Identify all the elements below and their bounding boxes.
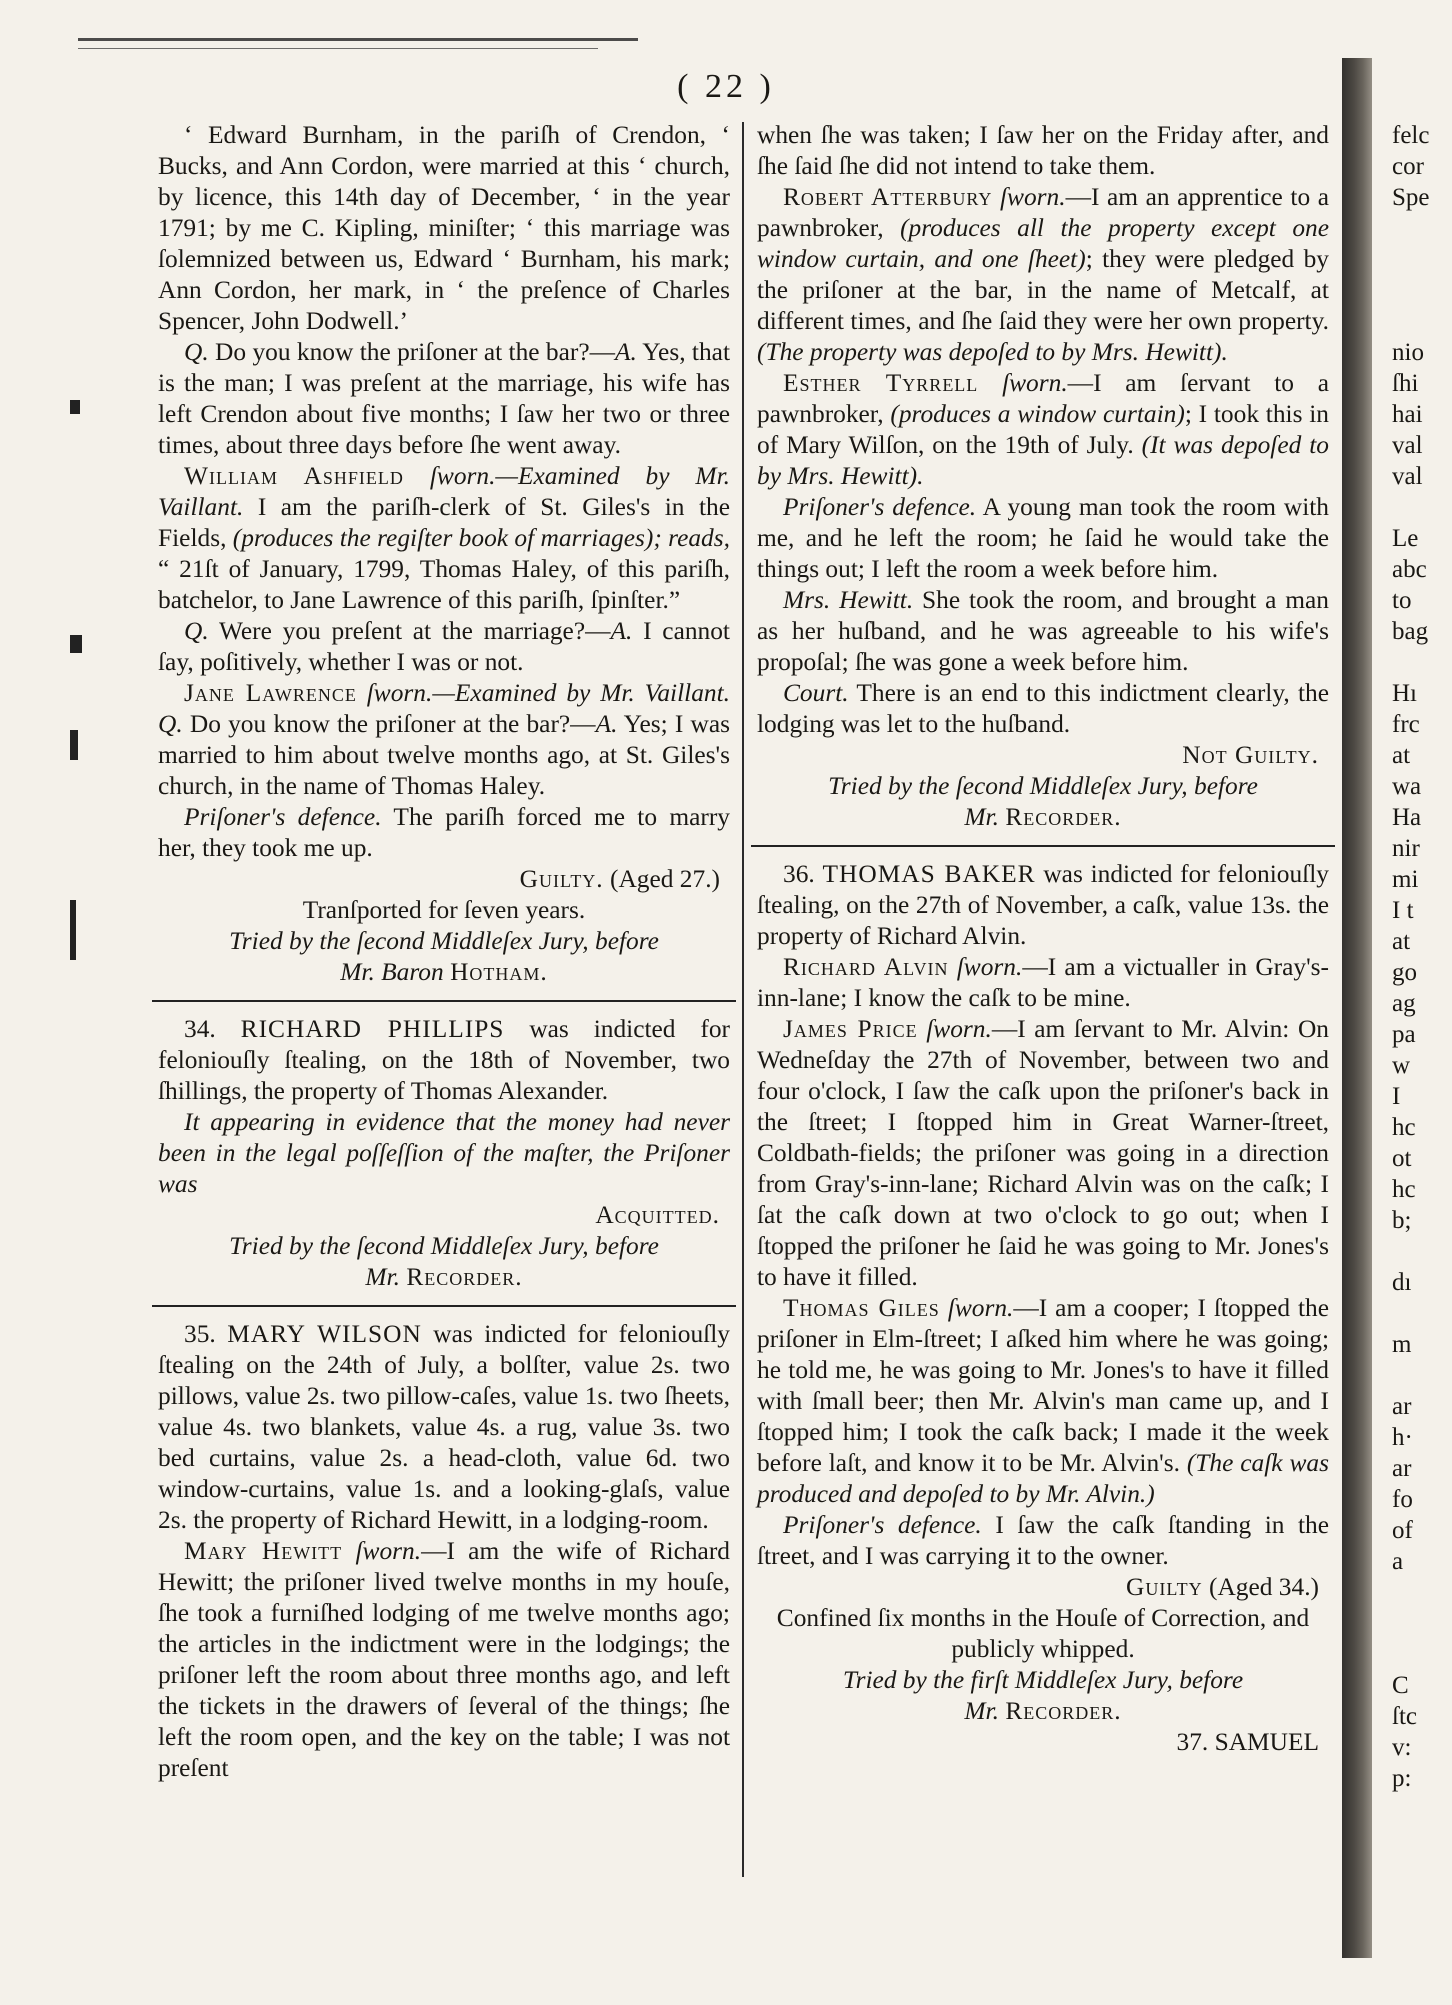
left-paragraph: 35. MARY WILSON was indicted for feloniouſly ſtealing on the 24th of July, a bolſter, value 2s. two pillows, value 2s. two pillow-caſes, value 1s. two ſheets, value 4s. two blankets, value 4s. a rug, value 3s. two bed curtains, value 2s. a head-cloth, value 6d. two window-curtains, value 1s. and a looking-glaſs, value 2s. the property of Richard Hewitt, in a lodging-room. bbox=[158, 1320, 730, 1534]
fragment-line bbox=[1392, 1298, 1452, 1329]
right-column bbox=[757, 120, 1329, 1758]
right-paragraph: Priſoner's defence. I ſaw the caſk ſtanding in the ſtreet, and I was carrying it to the owner. bbox=[757, 1511, 1330, 1570]
left-paragraph: It appearing in evidence that the money had never been in the legal poſſeſſion of the maſter, the Priſoner was bbox=[158, 1108, 730, 1198]
header-rule bbox=[78, 38, 638, 41]
fragment-line: bag bbox=[1392, 618, 1429, 645]
right-paragraph: Robert Atterbury ſworn.—I am an apprentice to a pawnbroker, (produces all the property except one window curtain, and one ſheet); they were pledged by the priſoner at the bar, in the name of Metcalf, at different times, and ſhe ſaid they were her own property. (The property was depoſed to by Mrs. Hewitt). bbox=[757, 183, 1329, 366]
column-divider bbox=[742, 122, 744, 1877]
fragment-line: hc bbox=[1392, 1176, 1416, 1203]
fragment-line: ot bbox=[1392, 1145, 1412, 1172]
right-paragraph: Priſoner's defence. A young man took the room with me, and he left the room; he ſaid he would take the things out; I left the room a week before him. bbox=[757, 493, 1329, 583]
right-paragraph: Richard Alvin ſworn.—I am a victualler in Gray's-inn-lane; I know the caſk to be mine. bbox=[757, 953, 1329, 1012]
fragment-line: cor bbox=[1392, 153, 1424, 180]
fragment-line: w bbox=[1392, 1052, 1411, 1079]
fragment-line: m bbox=[1392, 1331, 1412, 1358]
right-paragraph: James Price ſworn.—I am ſervant to Mr. Alvin: On Wedneſday the 27th of November, between two and four o'clock, I ſaw the caſk upon the priſoner's back in the ſtreet; I ſtopped him in Great Warner-ſtreet, Coldbath-fields; the priſoner was going in a direction from Gray's-inn-lane; Richard Alvin was on the caſk; I ſat the caſk down at two o'clock to go out; when I ſtopped the priſoner he ſaid he was going to Mr. Jones's to have it filled. bbox=[757, 1015, 1329, 1291]
fragment-line: pa bbox=[1392, 1021, 1416, 1048]
right-paragraph: Not Guilty. bbox=[1182, 741, 1319, 769]
section-rule bbox=[152, 1305, 736, 1307]
left-paragraph: Q. Were you preſent at the marriage?—A. I cannot ſay, poſitively, whether I was or not. bbox=[158, 617, 730, 676]
fragment-line bbox=[1392, 492, 1452, 523]
fragment-line bbox=[1392, 1608, 1452, 1639]
left-paragraph: Acquitted. bbox=[595, 1201, 720, 1229]
right-paragraph: when ſhe was taken; I ſaw her on the Friday after, and ſhe ſaid ſhe did not intend to take them. bbox=[757, 121, 1329, 180]
fragment-line: go bbox=[1392, 959, 1417, 986]
fragment-line: I t bbox=[1392, 897, 1414, 924]
book-spine-shadow bbox=[1342, 58, 1372, 1958]
left-paragraph: Tried by the ſecond Middleſex Jury, before Mr. Recorder. bbox=[229, 1232, 659, 1291]
fragment-line: wa bbox=[1392, 773, 1422, 800]
left-paragraph: William Ashfield ſworn.—Examined by Mr. Vaillant. I am the pariſh-clerk of St. Giles's in the Fields, (produces the regiſter book of marriages); reads, “ 21ſt of January, 1799, Thomas Haley, of this pariſh, batchelor, to Jane Lawrence of this pariſh, ſpinſter.” bbox=[158, 462, 730, 614]
fragment-line bbox=[1392, 1639, 1452, 1670]
fragment-line: I bbox=[1392, 1083, 1401, 1110]
fragment-line: ſhi bbox=[1392, 370, 1419, 397]
fragment-line: at bbox=[1392, 928, 1411, 955]
fragment-line: ſtc bbox=[1392, 1703, 1417, 1730]
fragment-line: dı bbox=[1392, 1269, 1412, 1296]
fragment-line: nir bbox=[1392, 835, 1420, 862]
fragment-line bbox=[1392, 275, 1452, 306]
fragment-line bbox=[1392, 244, 1452, 275]
fragment-line: val bbox=[1392, 463, 1423, 490]
next-page-fragment bbox=[1392, 120, 1452, 1794]
fragment-line bbox=[1392, 647, 1452, 678]
fragment-line: ar bbox=[1392, 1455, 1412, 1482]
fragment-line: Spe bbox=[1392, 184, 1430, 211]
right-paragraph: 36. THOMAS BAKER was indicted for feloniouſly ſtealing, on the 27th of November, a caſk, value 13s. the property of Richard Alvin. bbox=[757, 860, 1329, 950]
left-paragraph: ‘ Edward Burnham, in the pariſh of Crendon, ‘ Bucks, and Ann Cordon, were married at this ‘ church, by licence, this 14th day of December, ‘ in the year 1791; by me C. Kipling, miniſter; ‘ this marriage was ſolemnized between us, Edward ‘ Burnham, his mark; Ann Cordon, her mark, in ‘ the preſence of Charles Spencer, John Dodwell.’ bbox=[158, 121, 730, 335]
left-paragraph: 34. RICHARD PHILLIPS was indicted for feloniouſly ſtealing, on the 18th of November, two ſhillings, the property of Thomas Alexander. bbox=[158, 1015, 730, 1105]
fragment-line: abc bbox=[1392, 556, 1427, 583]
right-paragraph: 37. SAMUEL bbox=[1176, 1728, 1319, 1756]
fragment-line: mi bbox=[1392, 866, 1419, 893]
fragment-line: Le bbox=[1392, 525, 1419, 552]
left-margin-marks bbox=[70, 100, 84, 1950]
left-paragraph: Jane Lawrence ſworn.—Examined by Mr. Vaillant. Q. Do you know the priſoner at the bar?—A. Yes; I was married to him about twelve months ago, at St. Giles's church, in the name of Thomas Haley. bbox=[158, 679, 731, 800]
fragment-line: frc bbox=[1392, 711, 1420, 738]
left-paragraph: Priſoner's defence. The pariſh forced me to marry her, they took me up. bbox=[158, 803, 731, 862]
right-paragraph: Confined ſix months in the Houſe of Correction, and publicly whipped. bbox=[776, 1604, 1310, 1663]
fragment-line: h· bbox=[1392, 1424, 1413, 1451]
fragment-line: at bbox=[1392, 742, 1411, 769]
fragment-line: Hı bbox=[1392, 680, 1417, 707]
section-rule bbox=[152, 1000, 736, 1002]
right-paragraph: Mrs. Hewitt. She took the room, and brought a man as her huſband, and he was agreeable to his wife's propoſal; ſhe was gone a week before him. bbox=[757, 586, 1329, 676]
fragment-line: val bbox=[1392, 432, 1423, 459]
right-paragraph: Guilty (Aged 34.) bbox=[1125, 1573, 1319, 1601]
right-paragraph: Esther Tyrrell ſworn.—I am ſervant to a pawnbroker, (produces a window curtain); I took this in of Mary Wilſon, on the 19th of July. (It was depoſed to by Mrs. Hewitt). bbox=[757, 369, 1329, 490]
right-paragraph: Court. There is an end to this indictment clearly, the lodging was let to the huſband. bbox=[757, 679, 1329, 738]
fragment-line: a bbox=[1392, 1548, 1404, 1575]
fragment-line: v: bbox=[1392, 1734, 1412, 1761]
fragment-line: ag bbox=[1392, 990, 1416, 1017]
fragment-line bbox=[1392, 1360, 1452, 1391]
fragment-line: Ha bbox=[1392, 804, 1422, 831]
page-number: ( 22 ) bbox=[677, 68, 775, 105]
left-paragraph: Mary Hewitt ſworn.—I am the wife of Richard Hewitt; the priſoner lived twelve months in my houſe, ſhe took a furniſhed lodging of me twelve months ago; the articles in the indictment were in the lodgings; the priſoner left the room about three months ago, and left the tickets in the drawers of ſeveral of the things; ſhe left the room open, and the key on the table; I was not preſent bbox=[158, 1537, 730, 1782]
fragment-line: ar bbox=[1392, 1393, 1412, 1420]
left-paragraph: Guilty. (Aged 27.) bbox=[519, 865, 720, 893]
header-rule-thin bbox=[78, 48, 598, 49]
fragment-line: C bbox=[1392, 1672, 1409, 1699]
left-paragraph: Tranſported for ſeven years. bbox=[302, 896, 586, 924]
section-rule bbox=[751, 845, 1335, 847]
right-paragraph: Tried by the ſecond Middleſex Jury, before Mr. Recorder. bbox=[828, 772, 1258, 831]
left-paragraph: Tried by the ſecond Middleſex Jury, before Mr. Baron Hotham. bbox=[229, 927, 659, 986]
fragment-line: hc bbox=[1392, 1114, 1416, 1141]
fragment-line: hai bbox=[1392, 401, 1423, 428]
right-paragraph: Tried by the firſt Middleſex Jury, before Mr. Recorder. bbox=[842, 1666, 1244, 1725]
left-paragraph: Q. Do you know the priſoner at the bar?—A. Yes, that is the man; I was preſent at the marriage, his wife has left Crendon about five months; I ſaw her two or three times, about three days before ſhe went away. bbox=[158, 338, 730, 459]
fragment-line bbox=[1392, 213, 1452, 244]
fragment-line bbox=[1392, 1236, 1452, 1267]
fragment-line: b; bbox=[1392, 1207, 1412, 1234]
fragment-line bbox=[1392, 306, 1452, 337]
fragment-line bbox=[1392, 1577, 1452, 1608]
fragment-line: p: bbox=[1392, 1765, 1412, 1792]
fragment-line: of bbox=[1392, 1517, 1413, 1544]
fragment-line: fo bbox=[1392, 1486, 1413, 1513]
left-column bbox=[158, 120, 730, 1784]
fragment-line: to bbox=[1392, 587, 1412, 614]
fragment-line: nio bbox=[1392, 339, 1424, 366]
fragment-line: felc bbox=[1392, 122, 1430, 149]
right-paragraph: Thomas Giles ſworn.—I am a cooper; I ſtopped the priſoner in Elm-ſtreet; I aſked him where he was going; he told me, he was going to Mr. Jones's to have it filled with ſmall beer; then Mr. Alvin's man came up, and I ſtopped him; I took the caſk back; I made it the week before laſt, and know it to be Mr. Alvin's. (The caſk was produced and depoſed to by Mr. Alvin.) bbox=[757, 1294, 1329, 1508]
